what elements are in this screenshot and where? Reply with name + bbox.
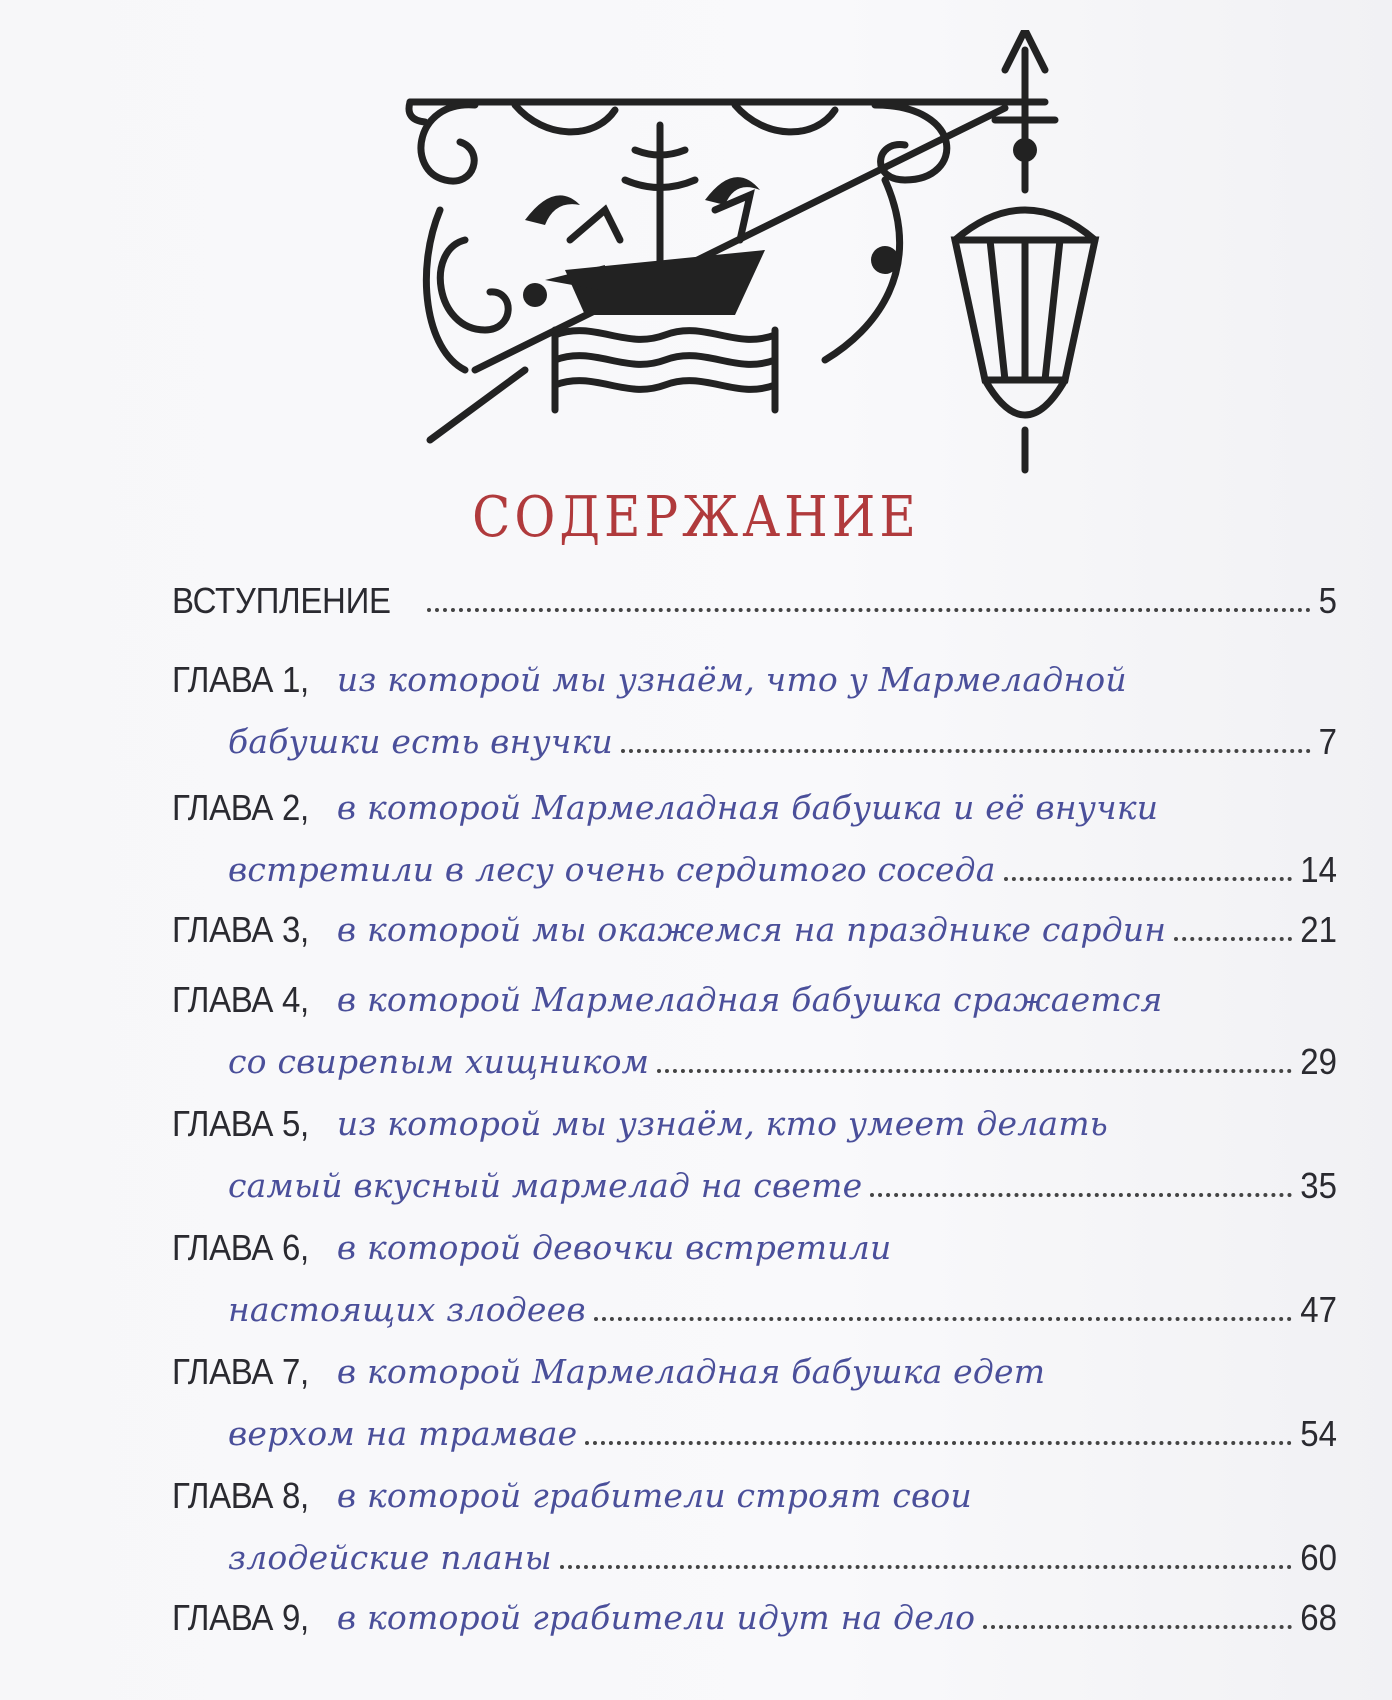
toc-entry-chapter-6[interactable] bbox=[172, 1228, 1337, 1352]
toc-entry-chapter-7[interactable] bbox=[172, 1352, 1337, 1476]
dot-leader bbox=[1004, 876, 1293, 881]
toc-page-number: 29 bbox=[1300, 1041, 1337, 1082]
toc-entry-title: в которой Мармеладная бабушка едет bbox=[336, 1352, 1046, 1391]
dot-leader bbox=[870, 1192, 1292, 1197]
toc-entry-title: в которой грабители идут на дело bbox=[336, 1598, 976, 1637]
toc-entry-title-cont: верхом на трамвае bbox=[228, 1414, 578, 1453]
toc-entry-chapter-9[interactable] bbox=[172, 1598, 1337, 1660]
toc-entry-label: ГЛАВА 8, bbox=[172, 1475, 309, 1516]
toc-page-number: 54 bbox=[1300, 1413, 1337, 1454]
toc-entry-label: ГЛАВА 5, bbox=[172, 1103, 309, 1144]
toc-entry-chapter-4[interactable] bbox=[172, 980, 1337, 1104]
toc-entry-title: из которой мы узнаём, что у Мармеладной bbox=[336, 660, 1127, 699]
toc-entry-label: ГЛАВА 3, bbox=[172, 909, 309, 950]
toc-page-number: 47 bbox=[1300, 1289, 1337, 1330]
dot-leader bbox=[657, 1068, 1292, 1073]
toc-page-number: 68 bbox=[1300, 1597, 1337, 1638]
toc-title: СОДЕРЖАНИЕ bbox=[472, 484, 920, 550]
toc-entry-label: ВСТУПЛЕНИЕ bbox=[172, 580, 391, 621]
toc-entry-chapter-3[interactable] bbox=[172, 910, 1337, 972]
toc-entry-chapter-1[interactable] bbox=[172, 660, 1337, 784]
dot-leader bbox=[594, 1316, 1293, 1321]
toc-entry-title: в которой девочки встретили bbox=[336, 1228, 892, 1267]
toc-entry-title-cont: настоящих злодеев bbox=[228, 1290, 586, 1329]
toc-entry-title-cont: злодейские планы bbox=[228, 1538, 552, 1577]
toc-page-number: 35 bbox=[1300, 1165, 1337, 1206]
toc-entry-chapter-2[interactable] bbox=[172, 788, 1337, 912]
toc-entry-chapter-8[interactable] bbox=[172, 1476, 1337, 1600]
toc-page-number: 21 bbox=[1300, 909, 1337, 950]
toc-page-number: 60 bbox=[1300, 1537, 1337, 1578]
dot-leader bbox=[585, 1440, 1292, 1445]
toc-entry-title: в которой мы окажемся на празднике сардин bbox=[336, 910, 1167, 949]
toc-entry-label: ГЛАВА 9, bbox=[172, 1597, 309, 1638]
toc-entry-title: в которой Мармеладная бабушка и её внучки bbox=[336, 788, 1159, 827]
toc-entry-title: в которой Мармеладная бабушка сражается bbox=[336, 980, 1163, 1019]
dot-leader bbox=[621, 748, 1311, 753]
toc-entry-title-cont: встретили в лесу очень сердитого соседа bbox=[228, 850, 996, 889]
toc-entry-label: ГЛАВА 2, bbox=[172, 787, 309, 828]
toc-entry-title: в которой грабители строят свои bbox=[336, 1476, 972, 1515]
toc-entry-intro[interactable] bbox=[172, 582, 1337, 644]
dot-leader bbox=[427, 607, 1311, 612]
dot-leader bbox=[560, 1564, 1292, 1569]
toc-entry-chapter-5[interactable] bbox=[172, 1104, 1337, 1228]
toc-entry-title-cont: бабушки есть внучки bbox=[228, 722, 613, 761]
toc-page-number: 7 bbox=[1318, 721, 1337, 762]
toc-entry-label: ГЛАВА 6, bbox=[172, 1227, 309, 1268]
toc-entry-label: ГЛАВА 1, bbox=[172, 659, 309, 700]
toc-entry-label: ГЛАВА 4, bbox=[172, 979, 309, 1020]
toc-entry-label: ГЛАВА 7, bbox=[172, 1351, 309, 1392]
toc-entry-title-cont: самый вкусный мармелад на свете bbox=[228, 1166, 863, 1205]
toc-entry-title: из которой мы узнаём, кто умеет делать bbox=[336, 1104, 1108, 1143]
toc-page-number: 5 bbox=[1318, 580, 1337, 621]
dot-leader bbox=[983, 1624, 1292, 1629]
toc-entry-title-cont: со свирепым хищником bbox=[228, 1042, 650, 1081]
dot-leader bbox=[1174, 936, 1292, 941]
toc-page-number: 14 bbox=[1300, 849, 1337, 890]
